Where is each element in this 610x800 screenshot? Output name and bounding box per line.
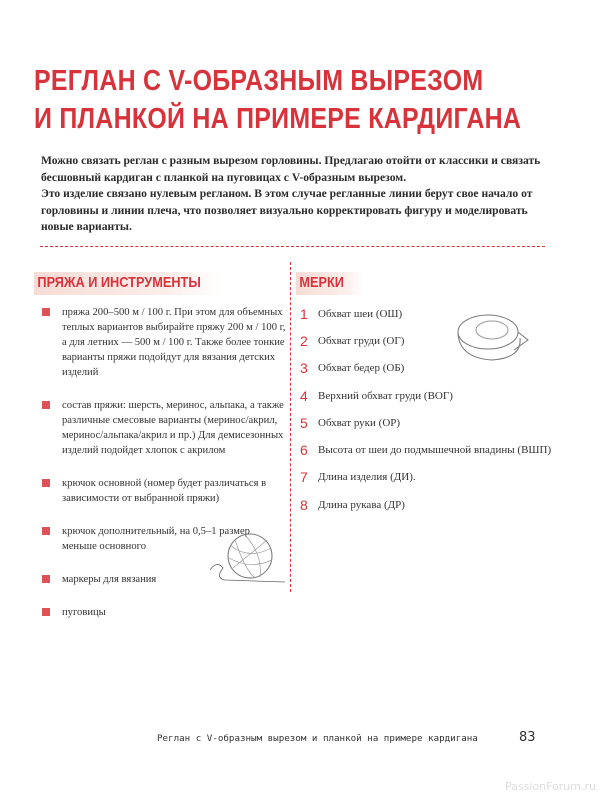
item-label: Обхват бедер (ОБ) bbox=[318, 362, 405, 375]
bullet-icon bbox=[42, 308, 50, 316]
watermark: PassionForum.ru bbox=[505, 780, 596, 793]
item-text: пряжа 200–500 м / 100 г. При этом для объемных теплых вариантов выбирайте пряжу 200 м / 100 г, а для летних — 500 м / 100 г. Также более тонкие варианты пряжи подойдут для вязания детских изделий bbox=[62, 307, 286, 378]
item-label: Обхват руки (ОР) bbox=[318, 416, 401, 429]
intro-text bbox=[41, 153, 561, 236]
item-label: Длина рукава (ДР) bbox=[318, 498, 405, 511]
item-number: 2 bbox=[300, 332, 308, 349]
item-label: Высота от шеи до подмышечной впадины (ВШП) bbox=[318, 444, 552, 457]
measuring-tape-illustration bbox=[452, 308, 532, 368]
item-text: маркеры для вязания bbox=[62, 574, 157, 585]
bullet-icon bbox=[42, 608, 50, 616]
intro-paragraph: Можно связать реглан с разным вырезом горловины. Предлагаю отойти от классики и связать бесшовный кардиган с планкой на пуговицах с V-образным вырезом. bbox=[41, 154, 541, 184]
yarn-ball-illustration bbox=[205, 530, 290, 590]
bullet-icon bbox=[42, 401, 50, 409]
intro-paragraph: Это изделие связано нулевым регланом. В этом случае регланные линии берут свое начало от горловины и линии плеча, что позволяет визуально корректировать фигуру и моделировать новые варианты. bbox=[41, 187, 533, 234]
running-title: Реглан с V-образным вырезом и планкой на примере кардигана bbox=[157, 733, 478, 744]
materials-heading: ПРЯЖА И ИНСТРУМЕНТЫ bbox=[34, 272, 221, 295]
item-label: Обхват шеи (ОШ) bbox=[318, 307, 403, 320]
bullet-icon bbox=[42, 527, 50, 535]
item-label: Длина изделия (ДИ). bbox=[318, 471, 416, 484]
item-number: 5 bbox=[300, 414, 308, 431]
item-label: Обхват груди (ОГ) bbox=[318, 334, 405, 347]
materials-list-item bbox=[42, 398, 287, 458]
item-number: 4 bbox=[300, 387, 308, 404]
materials-list-item bbox=[42, 305, 287, 380]
dashed-divider bbox=[40, 246, 545, 247]
measurement-item bbox=[300, 491, 551, 518]
item-text: состав пряжи: шерсть, меринос, альпака, а также различные смесовые варианты (меринос/акрил, меринос/альпака/акрил и пр.) Для демисезонных изделий подойдет хлопок с акрилом bbox=[62, 400, 284, 456]
item-number: 6 bbox=[300, 442, 308, 459]
title-line-1: РЕГЛАН С V-ОБРАЗНЫМ ВЫРЕЗОМ bbox=[34, 65, 484, 97]
page-number: 83 bbox=[519, 730, 536, 745]
measurement-item bbox=[300, 382, 551, 409]
title-line-2: И ПЛАНКОЙ НА ПРИМЕРЕ КАРДИГАНА bbox=[34, 103, 522, 135]
column-divider bbox=[290, 262, 291, 592]
item-number: 3 bbox=[300, 360, 308, 377]
item-text: пуговицы bbox=[62, 607, 106, 618]
measurement-item bbox=[300, 464, 551, 491]
item-number: 7 bbox=[300, 469, 308, 486]
measurement-item bbox=[300, 436, 551, 463]
measurements-heading: МЕРКИ bbox=[296, 272, 364, 295]
item-number: 1 bbox=[300, 305, 308, 322]
item-text: крючок дополнительный, на 0,5–1 размер меньше основного bbox=[62, 526, 250, 552]
bullet-icon bbox=[42, 575, 50, 583]
item-label: Верхний обхват груди (ВОГ) bbox=[318, 389, 453, 402]
materials-list-item bbox=[42, 605, 287, 620]
item-text: крючок основной (номер будет различаться в зависимости от выбранной пряжи) bbox=[62, 478, 267, 504]
page-title bbox=[34, 62, 521, 138]
measurement-item bbox=[300, 409, 551, 436]
materials-list-item bbox=[42, 476, 287, 506]
item-number: 8 bbox=[300, 496, 308, 513]
bullet-icon bbox=[42, 479, 50, 487]
